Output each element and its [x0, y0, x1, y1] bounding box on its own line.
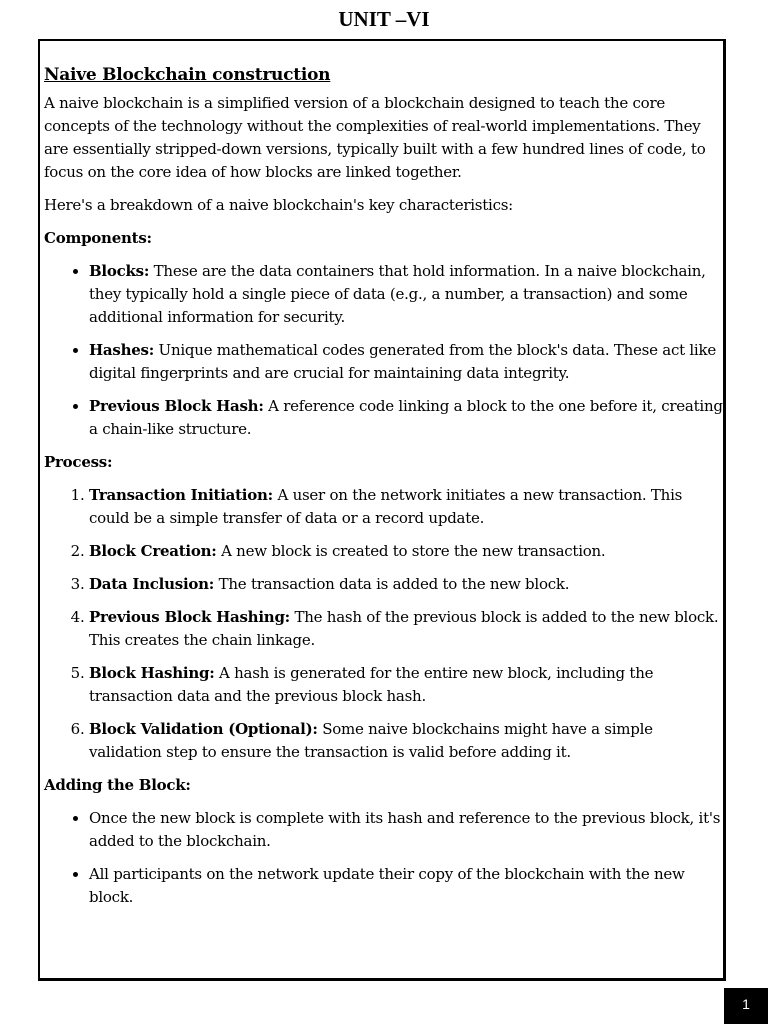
list-item: • All participants on the network update their copy of the blockchain with the new block.	[89, 863, 724, 909]
list-item	[89, 662, 724, 708]
breakdown-paragraph: Here's a breakdown of a naive blockchain's key characteristics:	[44, 196, 513, 214]
page-number: 1	[724, 988, 768, 1024]
list-item-text: These are the data containers that hold information. In a naive blockchain, they typically hold a single piece of data (e.g., a number, a transaction) and some additional information for security.	[89, 262, 706, 326]
list-item-term: Blocks:	[89, 262, 150, 280]
adding-label: Adding the Block:	[44, 776, 191, 794]
list-item-text: A new block is created to store the new transaction.	[216, 542, 606, 560]
list-item-term: Block Creation:	[89, 542, 217, 560]
intro-paragraph: A naive blockchain is a simplified version of a blockchain designed to teach the core concepts of the technology without the complexities of real-world implementations. They are essentially stripped-down versions, typically built with a few hundred lines of code, to focus on the core idea of how blocks are linked together.	[44, 94, 706, 181]
list-item	[89, 606, 724, 652]
adding-list	[44, 807, 724, 909]
list-item: • Once the new block is complete with its hash and reference to the previous block, it's added to the blockchain.	[89, 807, 724, 853]
list-item-term: Block Validation (Optional):	[89, 720, 318, 738]
list-item-text: A reference code linking a block to the one before it, creating a chain-like structure.	[89, 397, 723, 438]
list-item	[89, 573, 724, 596]
list-item-term: Previous Block Hashing:	[89, 608, 290, 626]
list-item-text: A user on the network initiates a new transaction. This could be a simple transfer of data or a record update.	[89, 486, 683, 527]
list-item	[89, 339, 724, 385]
process-list	[44, 484, 724, 764]
document-body	[44, 62, 724, 919]
list-item-term: Previous Block Hash:	[89, 397, 264, 415]
list-item	[89, 540, 724, 563]
process-label: Process:	[44, 453, 113, 471]
list-item-text: The hash of the previous block is added to the new block. This creates the chain linkage.	[89, 608, 719, 649]
list-item-text: A hash is generated for the entire new block, including the transaction data and the previous block hash.	[89, 664, 654, 705]
list-item	[89, 395, 724, 441]
list-item-text: The transaction data is added to the new block.	[214, 575, 570, 593]
list-item-text: Unique mathematical codes generated from the block's data. These act like digital fingerprints and are crucial for maintaining data integrity.	[89, 341, 716, 382]
list-item-term: Hashes:	[89, 341, 155, 359]
list-item-term: Block Hashing:	[89, 664, 215, 682]
list-item-text: Some naive blockchains might have a simple validation step to ensure the transaction is valid before adding it.	[89, 720, 653, 761]
list-item	[89, 484, 724, 530]
section-heading: Naive Blockchain construction	[44, 65, 331, 85]
list-item	[89, 718, 724, 764]
unit-title: UNIT –VI	[338, 7, 430, 31]
components-list	[44, 260, 724, 441]
list-item-term: Transaction Initiation:	[89, 486, 273, 504]
list-item	[89, 260, 724, 329]
components-label: Components:	[44, 229, 152, 247]
list-item-term: Data Inclusion:	[89, 575, 215, 593]
